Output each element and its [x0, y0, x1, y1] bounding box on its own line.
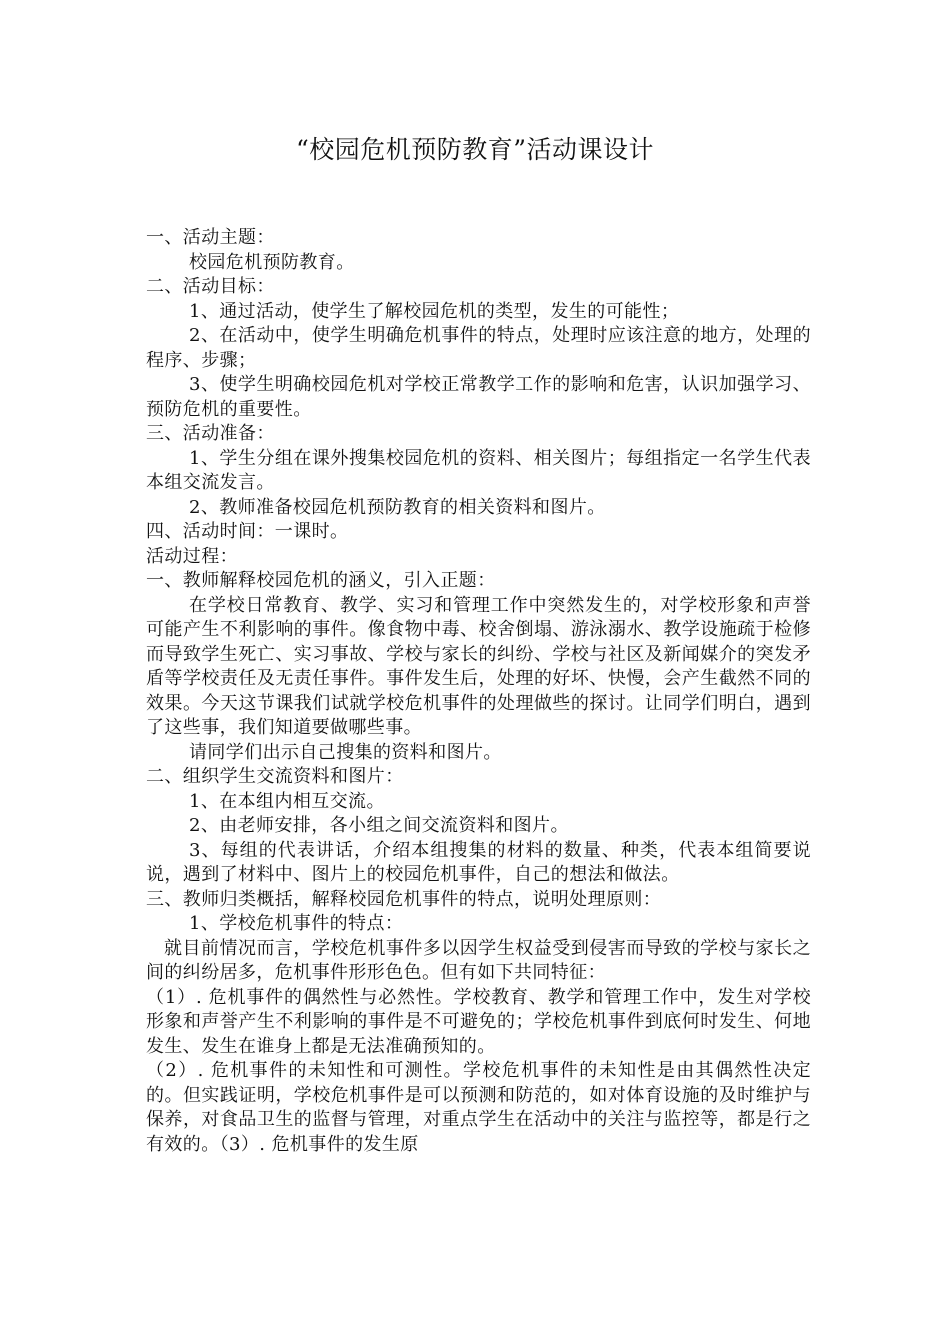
paragraph: 1、学生分组在课外搜集校园危机的资料、相关图片；每组指定一名学生代表本组交流发言。: [146, 447, 811, 493]
paragraph: 三、教师归类概括，解释校园危机事件的特点，说明处理原则：: [146, 888, 662, 910]
paragraph: 校园危机预防教育。: [189, 251, 355, 273]
paragraph: 2、在活动中，使学生明确危机事件的特点，处理时应该注意的地方，处理的程序、步骤；: [146, 325, 811, 371]
paragraph: 请同学们出示自己搜集的资料和图片。: [189, 741, 502, 763]
paragraph: 一、活动主题：: [146, 227, 275, 248]
document-body: [146, 226, 811, 1157]
paragraph: 四、活动时间：一课时。: [146, 521, 349, 542]
paragraph: 在学校日常教育、教学、实习和管理工作中突然发生的，对学校形象和声誉可能产生不利影响的事件。像食物中毒、校舍倒塌、游泳溺水、教学设施疏于检修而导致学生死亡、实习事故、学校与家长的纠纷、学校与社区及新闻媒介的突发矛盾等学校责任及无责任事件。事件发生后，处理的好坏、快慢，会产生截然不同的效果。今天这节课我们试就学校危机事件的处理做些的探讨。让同学们明白，遇到了这些事，我们知道要做哪些事。: [146, 594, 811, 738]
paragraph: 3、使学生明确校园危机对学校正常教学工作的影响和危害，认识加强学习、预防危机的重要性。: [146, 374, 811, 420]
paragraph: 3、每组的代表讲话，介绍本组搜集的材料的数量、种类，代表本组简要说说，遇到了材料中、图片上的校园危机事件，自己的想法和做法。: [146, 839, 811, 885]
paragraph: （2）. 危机事件的未知性和可测性。学校危机事件的未知性是由其偶然性决定的。但实践证明，学校危机事件是可以预测和防范的，如对体育设施的及时维护与保养，对食品卫生的监督与管理，对重点学生在活动中的关注与监控等，都是行之有效的。（3）. 危机事件的发生原: [146, 1060, 811, 1155]
document-title: “校园危机预防教育”活动课设计: [295, 135, 655, 164]
paragraph: 2、由老师安排，各小组之间交流资料和图片。: [189, 815, 569, 836]
paragraph: 1、通过活动，使学生了解校园危机的类型，发生的可能性；: [189, 300, 680, 322]
paragraph: 1、学校危机事件的特点：: [189, 913, 404, 934]
paragraph: 1、在本组内相互交流。: [189, 790, 385, 812]
paragraph: 就目前情况而言，学校危机事件多以因学生权益受到侵害而导致的学校与家长之间的纠纷居多，危机事件形形色色。但有如下共同特征：: [146, 937, 811, 983]
paragraph: 一、教师解释校园危机的涵义，引入正题：: [146, 570, 496, 591]
paragraph: 2、教师准备校园危机预防教育的相关资料和图片。: [189, 496, 606, 518]
paragraph: 三、活动准备：: [146, 423, 275, 444]
paragraph: （1）. 危机事件的偶然性与必然性。学校教育、教学和管理工作中，发生对学校形象和声誉产生不利影响的事件是不可避免的；学校危机事件到底何时发生、何地发生、发生在谁身上都是无法准确预知的。: [146, 986, 811, 1057]
paragraph: 二、活动目标：: [146, 276, 275, 297]
paragraph: 二、组织学生交流资料和图片：: [146, 766, 404, 787]
paragraph: 活动过程：: [146, 545, 238, 567]
